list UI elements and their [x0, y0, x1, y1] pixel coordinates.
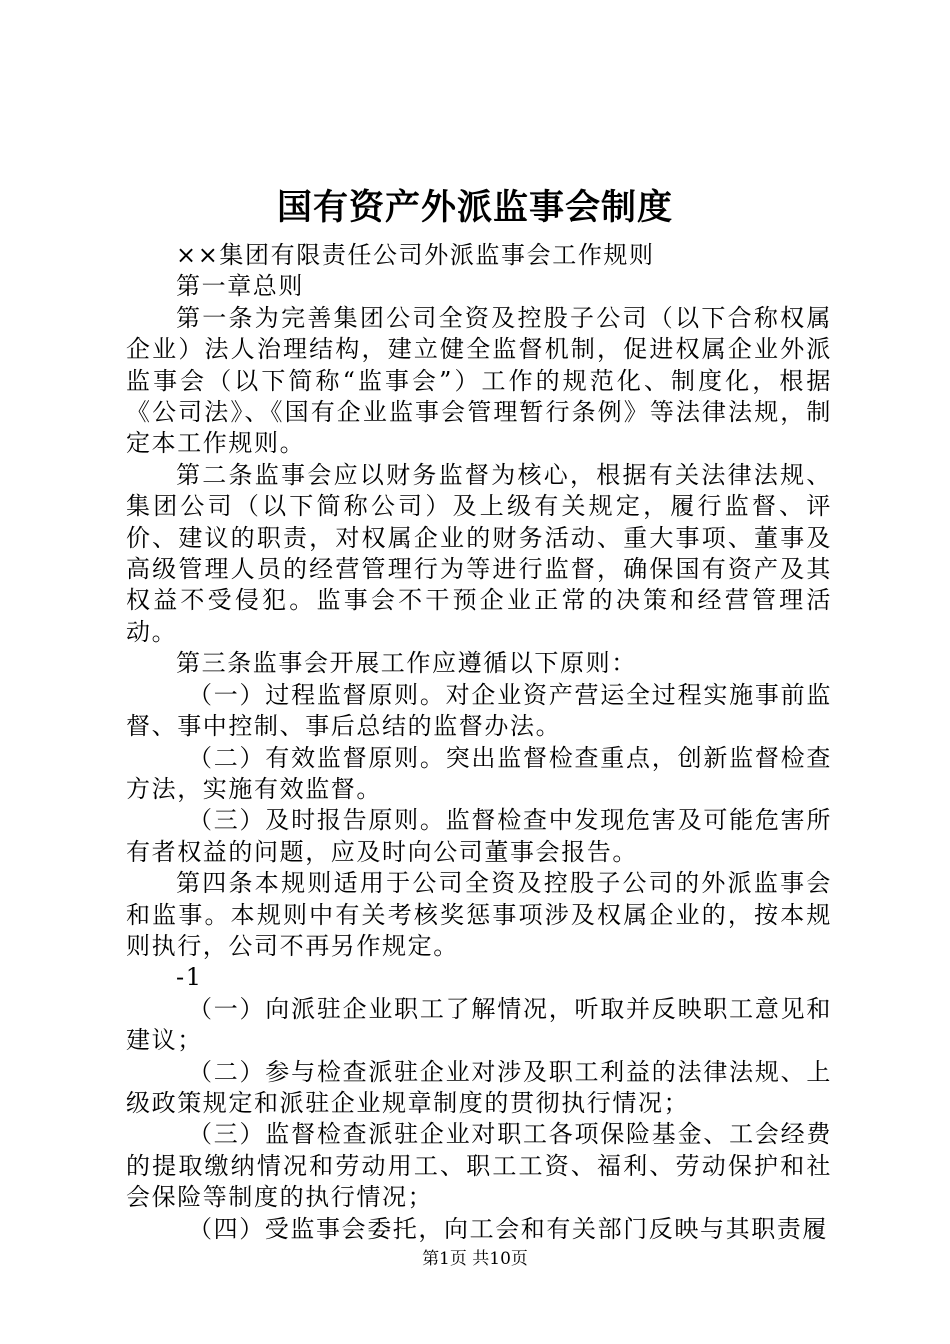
paragraph: （一）过程监督原则。对企业资产营运全过程实施事前监督、事中控制、事后总结的监督办法。 — [126, 680, 832, 741]
document-title: 国有资产外派监事会制度 — [276, 187, 673, 228]
paragraph: 第四条本规则适用于公司全资及控股子公司的外派监事会和监事。本规则中有关考核奖惩事项涉及权属企业的，按本规则执行，公司不再另作规定。 — [126, 869, 832, 960]
paragraph: -1 — [176, 963, 203, 992]
paragraph: 第三条监事会开展工作应遵循以下原则： — [176, 649, 637, 678]
paragraph: 第一条为完善集团公司全资及控股子公司（以下合称权属企业）法人治理结构，建立健全监督机制，促进权属企业外派监事会（以下简称“监事会”）工作的规范化、制度化，根据《公司法》、《国有企业监事会管理暂行条例》等法律法规，制定本工作规则。 — [126, 303, 832, 458]
paragraph: （三）监督检查派驻企业对职工各项保险基金、工会经费的提取缴纳情况和劳动用工、职工工资、福利、劳动保护和社会保险等制度的执行情况； — [126, 1120, 832, 1212]
paragraph: （三）及时报告原则。监督检查中发现危害及可能危害所有者权益的问题，应及时向公司董事会报告。 — [126, 806, 832, 866]
document-body — [126, 240, 832, 1245]
paragraph: ××集团有限责任公司外派监事会工作规则 — [176, 241, 655, 269]
paragraph: （二）有效监督原则。突出监督检查重点，创新监督检查方法，实施有效监督。 — [126, 743, 832, 803]
paragraph: （一）向派驻企业职工了解情况，听取并反映职工意见和建议； — [126, 994, 832, 1055]
paragraph: 第二条监事会应以财务监督为核心，根据有关法律法规、集团公司（以下简称公司）及上级有关规定，履行监督、评价、建议的职责，对权属企业的财务活动、重大事项、董事及高级管理人员的经营管理行为等进行监督，确保国有资产及其权益不受侵犯。监事会不干预企业正常的决策和经营管理活动。 — [126, 460, 832, 646]
page-footer: 第1页 共10页 — [422, 1249, 528, 1269]
paragraph: 第一章总则 — [176, 272, 304, 301]
paragraph: （四）受监事会委托，向工会和有关部门反映与其职责履 — [188, 1214, 828, 1243]
paragraph: （二）参与检查派驻企业对涉及职工利益的法律法规、上级政策规定和派驻企业规章制度的贯彻执行情况； — [126, 1057, 832, 1117]
